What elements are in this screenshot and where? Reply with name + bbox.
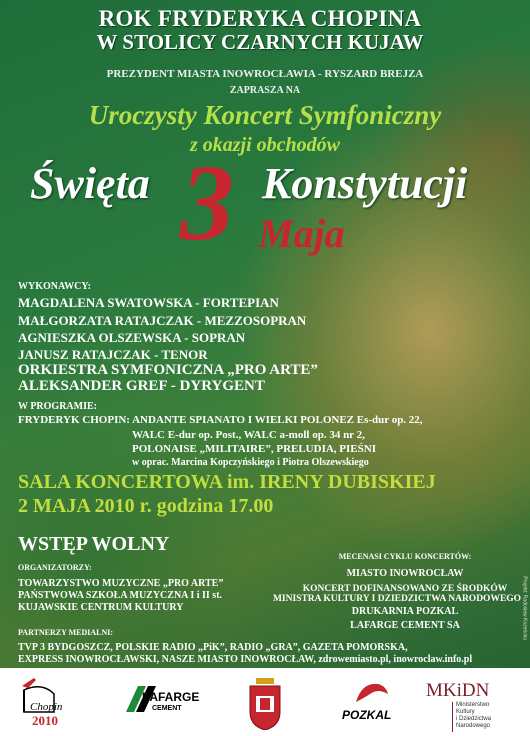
- holiday-word-swieta: Święta: [30, 159, 150, 208]
- mkidn-full-line: Kultury: [456, 709, 475, 715]
- performer-item: ORKIESTRA SYMFONICZNA „PRO ARTE”: [18, 362, 318, 378]
- media-label: PARTNERZY MEDIALNI:: [18, 628, 114, 637]
- patron-item: KONCERT DOFINANSOWANO ZE ŚRODKÓW: [302, 584, 508, 594]
- mkidn-divider: [452, 702, 453, 732]
- coat-of-arms-icon: [248, 678, 282, 730]
- logo-strip: [0, 668, 530, 736]
- pozkal-logo-text: POZKAL: [342, 708, 392, 722]
- holiday-word-maja: Maja: [258, 211, 345, 256]
- performer-item: MAGDALENA SWATOWSKA - FORTEPIAN: [18, 295, 279, 310]
- venue-hall: SALA KONCERTOWA im. IRENY DUBISKIEJ: [18, 471, 436, 493]
- performers-label: WYKONAWCY:: [18, 281, 91, 292]
- patron-item: DRUKARNIA POZKAL: [351, 606, 459, 617]
- program-line: FRYDERYK CHOPIN: ANDANTE SPIANATO I WIELKI POLONEZ Es-dur op. 22,: [18, 414, 423, 426]
- free-entry: WSTĘP WOLNY: [18, 533, 170, 555]
- title-year-of-chopin: ROK FRYDERYKA CHOPINA: [98, 6, 422, 31]
- program-line: w oprac. Marcina Kopczyńskiego i Piotra Olszewskiego: [132, 457, 369, 468]
- inowroclaw-coat-of-arms: [248, 668, 284, 736]
- lafarge-logo-name: LAFARGE: [142, 690, 200, 704]
- performer-item: ALEKSANDER GREF - DYRYGENT: [18, 378, 265, 394]
- media-line: EXPRESS INOWROCŁAWSKI, NASZE MIASTO INOWROCŁAW, zdrowemiasto.pl, inowroclaw.info.pl: [18, 654, 473, 665]
- mkidn-full-line: i Dziedzictwa: [456, 716, 492, 722]
- title-capital-line: W STOLICY CZARNYCH KUJAW: [96, 30, 424, 54]
- concert-title: Uroczysty Koncert Symfoniczny: [88, 100, 442, 130]
- presenter-line: PREZYDENT MIASTA INOWROCŁAWIA - RYSZARD BREJZA: [106, 68, 424, 80]
- performer-item: JANUSZ RATAJCZAK - TENOR: [18, 347, 208, 362]
- chopin-logo-year: 2010: [32, 713, 58, 728]
- mkidn-logo-abbr: MKiDN: [426, 680, 490, 701]
- holiday-word-konstytucji: Konstytucji: [262, 159, 468, 208]
- mkidn-logo: [424, 668, 514, 736]
- invites-line: ZAPRASZA NA: [229, 85, 301, 96]
- program-line: POLONAISE „MILITAIRE”, PRELUDIA, PIEŚNI: [132, 443, 376, 455]
- organizer-item: TOWARZYSTWO MUZYCZNE „PRO ARTE”: [18, 578, 224, 589]
- chopin-logo-text: Chopin: [30, 701, 63, 713]
- mkidn-full-line: Narodowego: [456, 723, 491, 729]
- patron-item: MINISTRA KULTURY I DZIEDZICTWA NARODOWEGO: [272, 594, 522, 604]
- performer-item: AGNIESZKA OLSZEWSKA - SOPRAN: [18, 330, 246, 345]
- pozkal-logo: [338, 668, 408, 736]
- chopin-2010-logo: [14, 668, 74, 736]
- mkidn-full-line: Ministerstwo: [456, 702, 490, 708]
- patron-item: LAFARGE CEMENT SA: [350, 620, 460, 631]
- organizer-item: PAŃSTWOWA SZKOŁA MUZYCZNA I i II st.: [18, 590, 223, 601]
- program-label: W PROGRAMIE:: [18, 401, 97, 412]
- patrons-label: MECENASI CYKLU KONCERTÓW:: [338, 552, 472, 561]
- big-number-three: 3: [180, 144, 234, 263]
- organizers-label: ORGANIZATORZY:: [18, 563, 92, 572]
- pozkal-mark-icon: [352, 680, 392, 706]
- performer-item: MAŁGORZATA RATAJCZAK - MEZZOSOPRAN: [18, 313, 307, 328]
- lafarge-logo: [120, 668, 202, 736]
- program-line: WALC E-dur op. Post., WALC a-moll op. 34 nr 2,: [132, 429, 365, 441]
- lafarge-logo-sub: CEMENT: [152, 705, 182, 712]
- designer-credit: Projekt: Radosław Kozeńcko: [522, 576, 528, 640]
- concert-occasion: z okazji obchodów: [189, 134, 341, 156]
- patron-item: MIASTO INOWROCŁAW: [346, 568, 464, 579]
- organizer-item: KUJAWSKIE CENTRUM KULTURY: [18, 602, 184, 613]
- venue-date: 2 MAJA 2010 r. godzina 17.00: [18, 495, 274, 517]
- media-line: TVP 3 BYDGOSZCZ, POLSKIE RADIO „PiK”, RADIO „GRA”, GAZETA POMORSKA,: [18, 642, 408, 653]
